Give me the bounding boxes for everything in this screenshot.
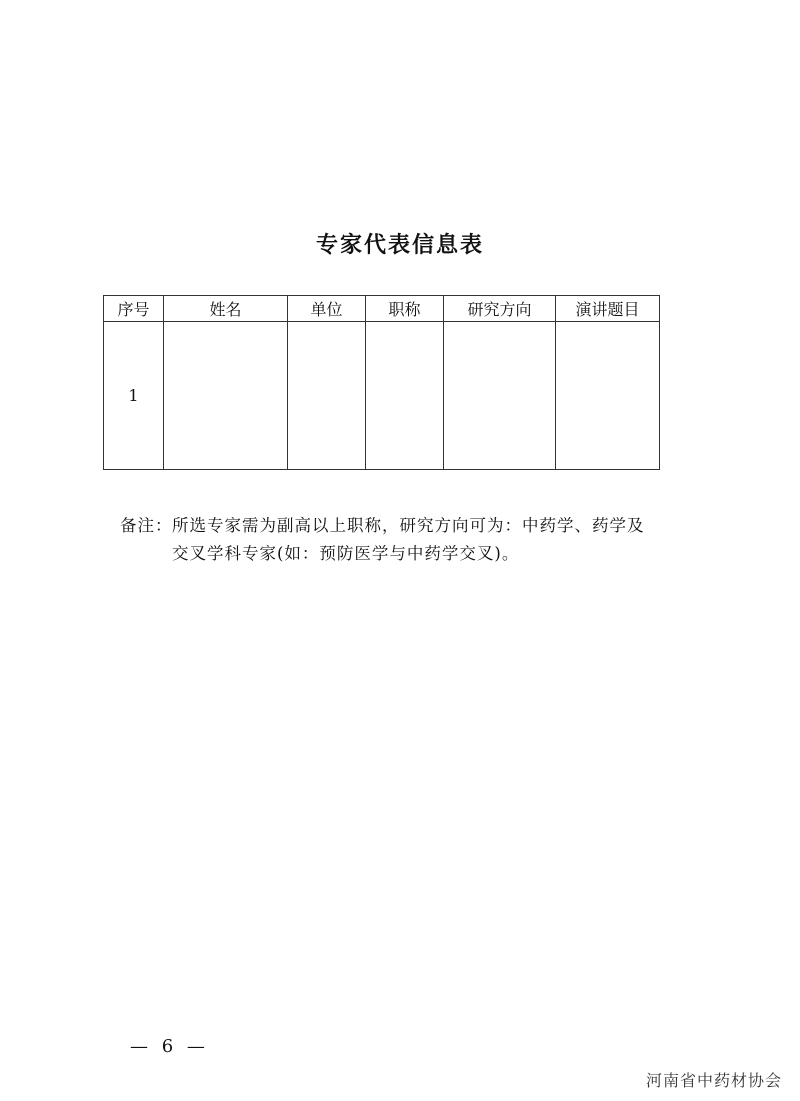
page-title: 专家代表信息表: [315, 233, 484, 258]
page-number: — 6 —: [130, 1036, 209, 1057]
table-header-row: [104, 296, 660, 322]
expert-info-table: [103, 295, 660, 470]
header-name: 姓名: [164, 296, 288, 322]
header-speech: 演讲题目: [556, 296, 660, 322]
cell-title: [366, 322, 444, 470]
header-title: 职称: [366, 296, 444, 322]
header-unit: 单位: [288, 296, 366, 322]
note: [120, 512, 660, 568]
cell-research: [444, 322, 556, 470]
note-label: 备注：: [120, 516, 173, 535]
note-text: 所选专家需为副高以上职称，研究方向可为：中药学、药学及交叉学科专家(如：预防医学与中药学交叉)。: [172, 516, 645, 563]
cell-unit: [288, 322, 366, 470]
table-row: [104, 322, 660, 470]
header-seq: 序号: [104, 296, 164, 322]
footer-organization: 河南省中药材协会: [645, 1071, 782, 1090]
cell-seq: 1: [104, 322, 164, 470]
cell-speech: [556, 322, 660, 470]
cell-name: [164, 322, 288, 470]
header-research: 研究方向: [444, 296, 556, 322]
